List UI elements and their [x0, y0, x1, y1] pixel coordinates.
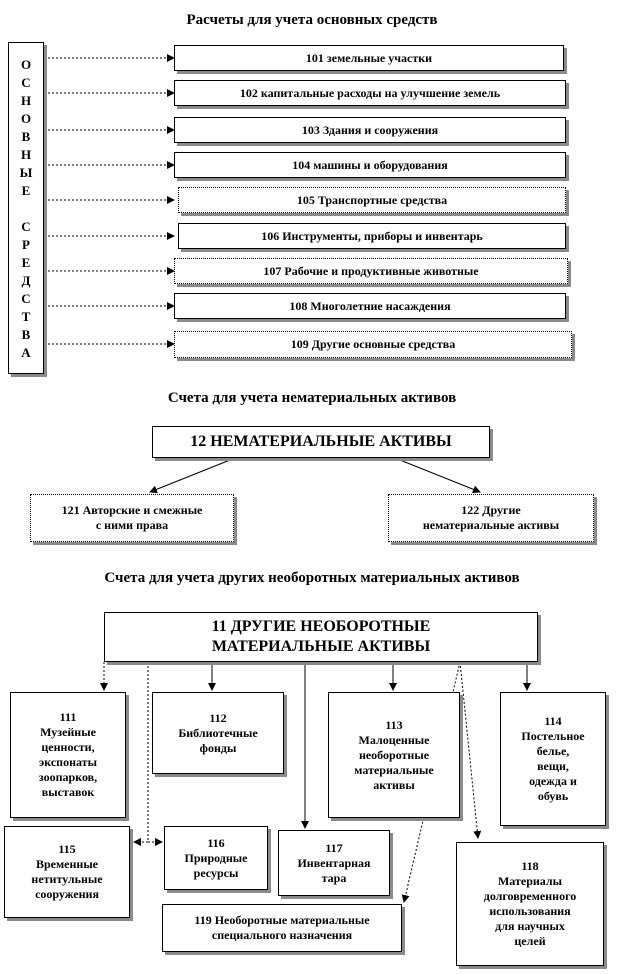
- vertical-letter: С: [21, 75, 31, 90]
- account-119-line1: 119 Необоротные материальные: [194, 913, 370, 927]
- account-104-label: 104 машины и оборудования: [292, 157, 448, 172]
- vertical-letter: Ы: [19, 165, 33, 180]
- account-117-box: [278, 830, 390, 896]
- account-113-line3: необоротные: [358, 747, 430, 762]
- vertical-letter: А: [21, 345, 31, 360]
- account-122-box: [388, 494, 594, 542]
- account-105-label: 105 Транспортные средства: [296, 192, 448, 207]
- account-114-box: [500, 692, 606, 826]
- account-117-line3: тара: [321, 870, 347, 885]
- account-119-line2: специального назначения: [211, 928, 353, 942]
- account-108-label: 108 Многолетние насаждения: [289, 298, 451, 313]
- account-105-box: [178, 187, 566, 213]
- account-118-line5: для научных: [495, 919, 565, 933]
- vertical-letter: В: [21, 129, 31, 144]
- arrow-121: [150, 460, 230, 492]
- account-102-label: 102 капитальные расходы на улучшение земель: [239, 85, 501, 100]
- section1-title: Расчеты для учета основных средств: [186, 12, 438, 28]
- account-121-line2: с ними права: [95, 518, 169, 532]
- account-117-line1: 117: [325, 840, 343, 855]
- account-112-line3: фонды: [199, 740, 237, 755]
- vertical-letter: С: [21, 219, 31, 234]
- account-11-line1: 11 ДРУГИЕ НЕОБОРОТНЫЕ: [211, 618, 431, 635]
- account-102-box: [174, 80, 566, 106]
- account-121-line1: 121 Авторские и смежные: [61, 503, 203, 517]
- account-103-label: 103 Здания и сооружения: [301, 122, 439, 137]
- account-107-label: 107 Рабочие и продуктивные животные: [263, 263, 479, 278]
- account-118-line6: целей: [514, 934, 546, 948]
- account-115-line3: нетитульные: [31, 872, 103, 886]
- account-113-line2: Малоценные: [358, 732, 430, 747]
- account-111-box: [10, 692, 126, 818]
- account-121-box: [30, 494, 234, 542]
- account-101-box: [174, 45, 564, 71]
- account-111-line4: экспонаты: [39, 755, 97, 769]
- arrow-122: [400, 460, 480, 492]
- account-111-line2: Музейные: [40, 725, 96, 739]
- section2-title: Счета для учета нематериальных активов: [167, 390, 457, 406]
- account-111-line5: зоопарков,: [38, 770, 98, 784]
- account-113-line1: 113: [385, 717, 403, 732]
- account-122-line1: 122 Другие: [461, 503, 521, 517]
- account-112-line2: Библиотечные: [178, 725, 258, 740]
- account-12-label: 12 НЕМАТЕРИАЛЬНЫЕ АКТИВЫ: [190, 433, 452, 450]
- vertical-letter: О: [20, 57, 32, 72]
- vertical-letter: Н: [20, 147, 32, 162]
- vertical-letter: Т: [21, 309, 31, 324]
- account-106-box: [178, 223, 566, 249]
- vertical-letter: Н: [20, 93, 32, 108]
- vertical-letter: С: [21, 291, 31, 306]
- account-116-line3: ресурсы: [193, 865, 239, 880]
- account-12-box: [152, 426, 490, 458]
- account-118-box: [456, 842, 604, 966]
- account-115-line1: 115: [58, 842, 76, 856]
- account-101-label: 101 земельные участки: [305, 50, 433, 65]
- account-108-box: [174, 293, 566, 319]
- account-111-line1: 111: [59, 710, 77, 724]
- account-117-line2: Инвентарная: [297, 855, 371, 870]
- account-112-box: [152, 692, 284, 774]
- account-119-box: [162, 904, 402, 952]
- account-114-line2: Постельное: [521, 729, 585, 743]
- account-116-line2: Природные: [184, 850, 248, 865]
- account-113-line5: активы: [373, 777, 415, 792]
- account-114-line3: белье,: [536, 744, 570, 758]
- account-114-line4: вещи,: [537, 759, 569, 773]
- vertical-letter: О: [20, 111, 32, 126]
- account-122-line2: нематериальные активы: [422, 518, 560, 532]
- account-113-box: [328, 692, 460, 818]
- account-115-line2: Временные: [35, 857, 99, 871]
- account-113-line4: материальные: [354, 762, 434, 777]
- vertical-letter: Е: [21, 255, 31, 270]
- account-11-line2: МАТЕРИАЛЬНЫЕ АКТИВЫ: [211, 638, 431, 655]
- account-112-line1: 112: [209, 710, 227, 725]
- fixed-assets-vertical-label: [8, 42, 44, 374]
- account-114-line6: обувь: [537, 789, 569, 803]
- account-116-line1: 116: [207, 835, 225, 850]
- account-115-box: [4, 826, 130, 918]
- account-109-label: 109 Другие основные средства: [290, 337, 456, 351]
- account-114-line5: одежда и: [529, 774, 577, 788]
- account-116-box: [164, 826, 268, 890]
- account-118-line2: Материалы: [497, 874, 563, 888]
- vertical-letter: Д: [21, 273, 31, 288]
- account-11-box: [104, 612, 538, 662]
- account-114-line1: 114: [544, 714, 562, 728]
- account-107-box: [174, 258, 568, 284]
- account-115-line4: сооружения: [35, 887, 99, 901]
- vertical-letter: Е: [21, 183, 31, 198]
- account-111-line3: ценности,: [41, 740, 95, 754]
- arrow-118: [460, 662, 478, 838]
- account-103-box: [174, 117, 566, 143]
- account-118-line3: долговременного: [483, 889, 577, 903]
- account-104-box: [174, 152, 566, 178]
- account-111-line6: выставок: [41, 785, 95, 799]
- section3-title: Счета для учета других необоротных материальных активов: [104, 570, 520, 586]
- account-118-line1: 118: [521, 859, 539, 873]
- vertical-letter: Р: [22, 237, 30, 252]
- account-109-box: [174, 331, 572, 358]
- account-106-label: 106 Инструменты, приборы и инвентарь: [261, 228, 483, 243]
- vertical-letter: В: [21, 327, 31, 342]
- account-118-line4: использования: [489, 904, 571, 918]
